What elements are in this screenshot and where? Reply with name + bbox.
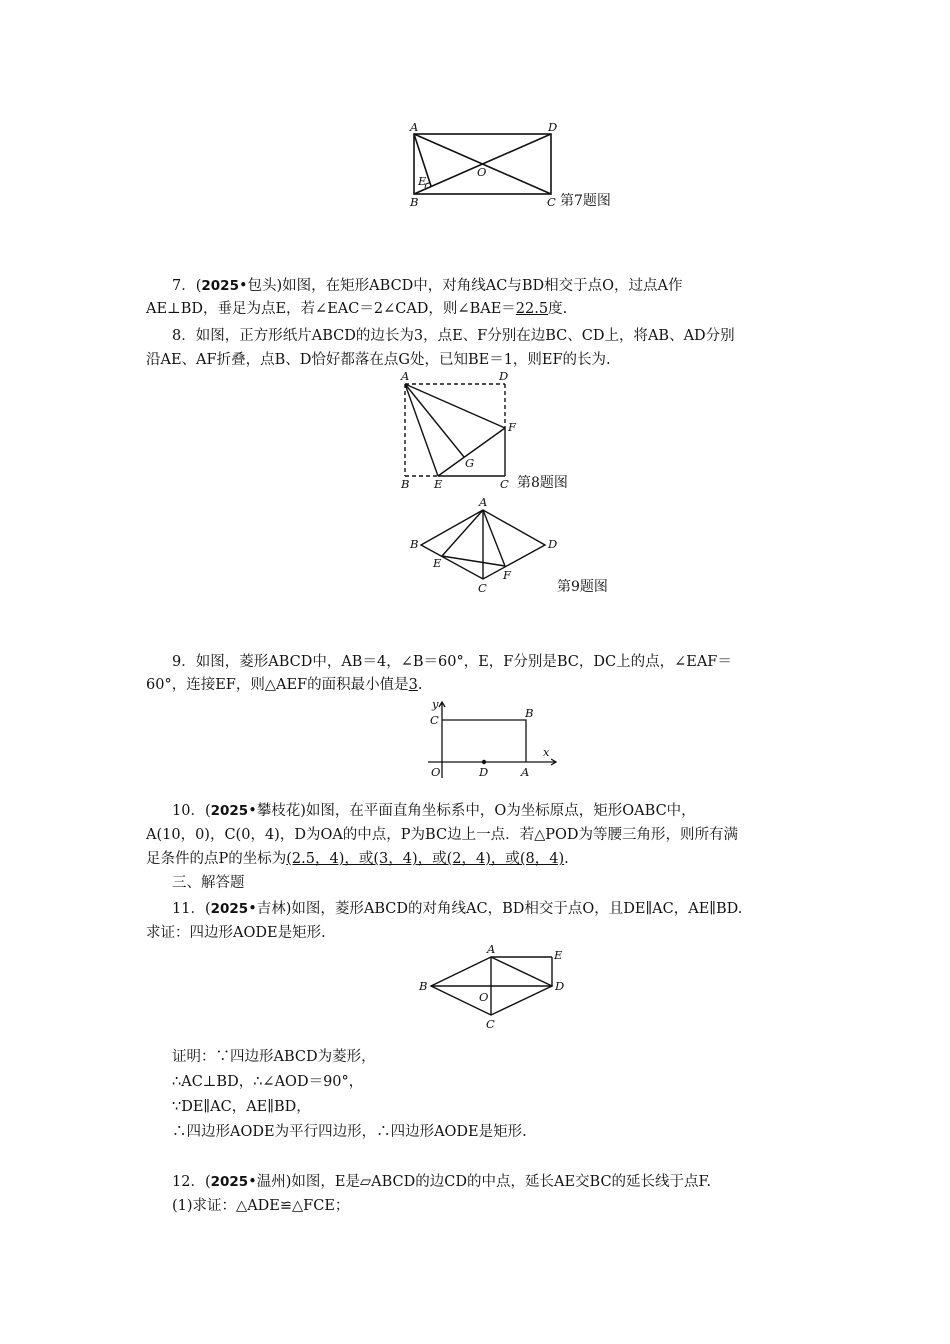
section-3-heading: 三、解答题: [172, 875, 245, 891]
q7-source: •包头)如图，在矩形ABCD中，对角线AC与BD相交于点O，过点A作: [238, 278, 683, 294]
fig8-label-b: B: [401, 477, 410, 491]
fig7-label-d: D: [548, 120, 558, 134]
fig9-caption: 第9题图: [557, 579, 608, 595]
q7-line1: [172, 276, 683, 296]
fig8-label-e: E: [434, 477, 443, 491]
fig10-label-c: C: [430, 713, 439, 727]
fig10-rectangle: [442, 720, 526, 762]
fig10-label-x: x: [543, 745, 550, 759]
fig10-label-y: y: [432, 697, 439, 711]
fig11-label-a: A: [487, 942, 496, 956]
q9-line2-end: .: [417, 677, 423, 693]
q11-year-tag: 2025: [210, 901, 249, 917]
proof-line-3: ∵DE∥AC，AE∥BD，: [172, 1099, 311, 1115]
q9-answer: 3: [408, 677, 418, 693]
fig11-label-b: B: [419, 979, 428, 993]
fig10-label-d: D: [479, 765, 489, 779]
fig8-label-a: A: [401, 369, 410, 383]
fig10-label-b: B: [525, 706, 534, 720]
fig7-label-o: O: [477, 165, 487, 179]
figure-10: [422, 698, 562, 783]
q12-source: •温州)如图，E是▱ABCD的边CD的中点，延长AE交BC的延长线于点F.: [248, 1174, 711, 1190]
fig8-segment-ag: [405, 384, 464, 457]
q11-line2: 求证：四边形AODE是矩形.: [146, 925, 326, 941]
q7-year-tag: 2025: [201, 278, 239, 294]
q9-line2-text: 60°，连接EF，则△AEF的面积最小值是: [146, 677, 409, 693]
q9-line1: 9．如图，菱形ABCD中，AB＝4，∠B＝60°，E，F分别是BC，DC上的点，∠EAF＝: [172, 654, 732, 670]
fig9-segment-ae: [442, 510, 483, 556]
q7-line2: [146, 299, 567, 319]
fig11-label-o: O: [479, 990, 489, 1004]
fig10-label-a: A: [521, 765, 530, 779]
q7-number: 7．(: [172, 278, 202, 294]
q9-line2: [146, 675, 422, 695]
q7-line2-end: 度.: [548, 301, 568, 317]
q10-number: 10．(: [172, 803, 211, 819]
q10-source: •攀枝花)如图，在平面直角坐标系中，O为坐标原点，矩形OABC中，: [248, 803, 696, 819]
q12-year-tag: 2025: [210, 1174, 249, 1190]
fig7-caption: 第7题图: [560, 193, 611, 209]
fig7-label-c: C: [547, 195, 556, 209]
fig9-label-a: A: [479, 495, 488, 509]
proof-line-1: 证明：∵四边形ABCD为菱形，: [172, 1049, 376, 1065]
fig9-label-d: D: [548, 537, 558, 551]
q10-answer: (2.5，4)，或(3，4)，或(2，4)，或(8，4): [286, 851, 565, 867]
q11-line1: [172, 899, 742, 919]
q12-line1: [172, 1172, 711, 1192]
fig8-label-f: F: [508, 420, 516, 434]
q7-line2-text: AE⊥BD，垂足为点E，若∠EAC＝2∠CAD，则∠BAE＝: [146, 301, 516, 317]
fig10-label-o: O: [431, 765, 441, 779]
fig8-segment-ae: [405, 384, 438, 476]
proof-line-2: ∴AC⊥BD，∴∠AOD＝90°，: [172, 1074, 364, 1090]
fig9-label-b: B: [410, 537, 419, 551]
q8-line2: 沿AE、AF折叠，点B、D恰好都落在点G处，已知BE＝1，则EF的长为.: [146, 352, 611, 368]
q12-number: 12．(: [172, 1174, 211, 1190]
fig8-caption: 第8题图: [517, 475, 568, 491]
q11-number: 11．(: [172, 901, 211, 917]
fig11-label-e: E: [554, 948, 563, 962]
fig8-label-d: D: [499, 369, 509, 383]
q8-line1: 8．如图，正方形纸片ABCD的边长为3，点E、F分别在边BC、CD上，将AB、AD分别: [172, 328, 735, 344]
fig11-label-d: D: [555, 979, 565, 993]
q11-source: •吉林)如图，菱形ABCD的对角线AC，BD相交于点O，且DE∥AC，AE∥BD.: [248, 901, 743, 917]
figure-9: [405, 494, 575, 599]
fig8-label-c: C: [500, 477, 509, 491]
q10-line1: [172, 801, 696, 821]
fig11-label-c: C: [486, 1017, 495, 1031]
fig9-segment-af: [483, 510, 505, 566]
fig7-label-a: A: [410, 120, 419, 134]
fig9-label-c: C: [478, 581, 487, 595]
fig7-label-e: E: [418, 174, 427, 188]
fig10-point-d: [482, 760, 486, 764]
q10-line3: [146, 849, 569, 869]
fig8-label-g: G: [465, 456, 475, 470]
q10-year-tag: 2025: [210, 803, 249, 819]
q12-sub1: (1)求证：△ADE≌△FCE；: [172, 1198, 350, 1214]
q10-line3-text: 足条件的点P的坐标为: [146, 851, 287, 867]
fig9-label-e: E: [433, 556, 442, 570]
q7-answer: 22.5: [515, 301, 549, 317]
q10-line2: A(10，0)，C(0，4)，D为OA的中点，P为BC边上一点．若△POD为等腰三角形，则所有满: [146, 827, 738, 843]
figure-11: [415, 940, 580, 1032]
fig9-label-f: F: [503, 568, 511, 582]
proof-line-4: ∴四边形AODE为平行四边形，∴四边形AODE是矩形.: [172, 1124, 527, 1140]
q10-line3-end: .: [564, 851, 569, 867]
fig7-label-b: B: [410, 195, 419, 209]
fig8-segment-af: [405, 384, 505, 428]
